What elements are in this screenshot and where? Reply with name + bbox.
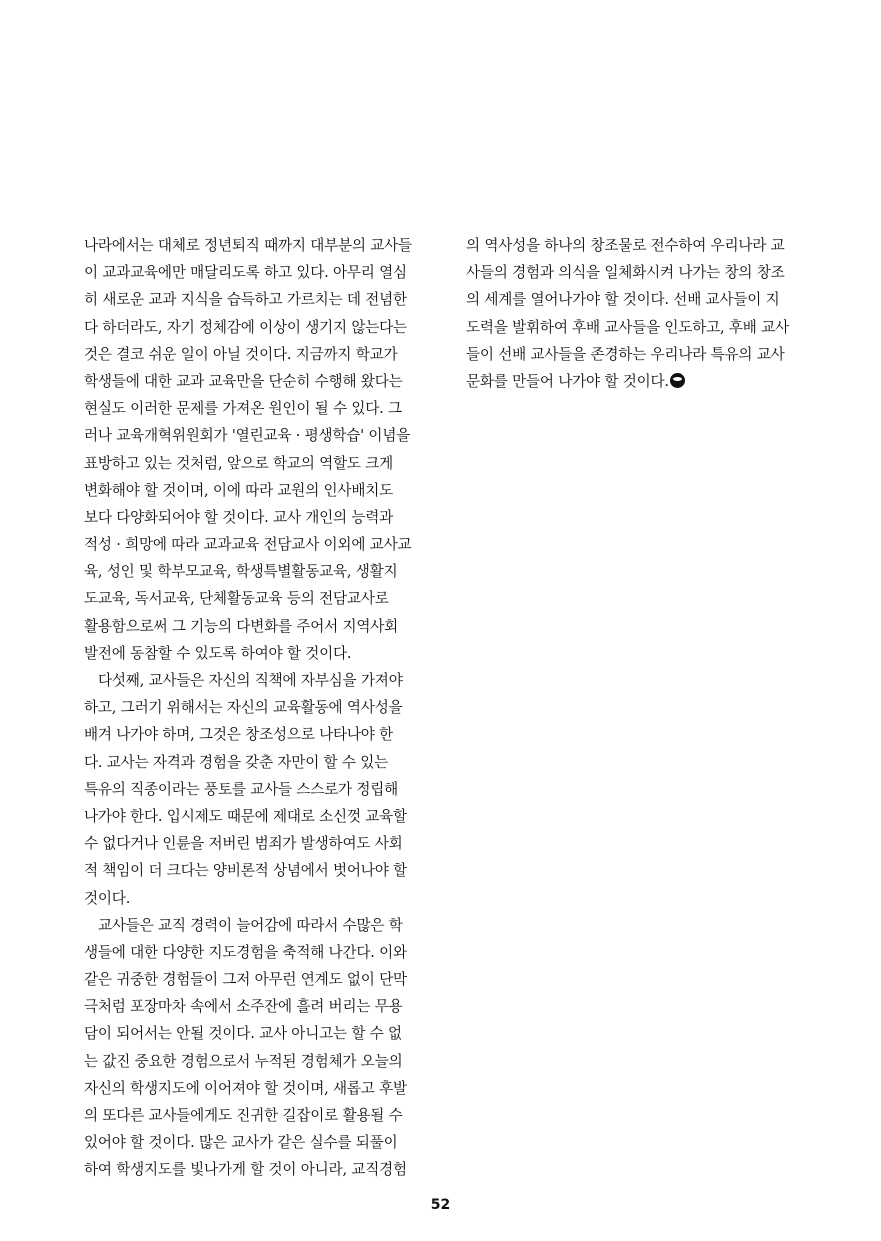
text-line: 적성 · 희망에 따라 교과교육 전담교사 이외에 교사교 <box>84 536 412 554</box>
text-line: 도교육, 독서교육, 단체활동교육 등의 전담교사로 <box>84 590 389 608</box>
text-line: 것은 결코 쉬운 일이 아닐 것이다. 지금까지 학교가 <box>84 345 398 363</box>
text-line: 하고, 그러기 위해서는 자신의 교육활동에 역사성을 <box>84 699 403 717</box>
text-line: 의 세계를 열어나가야 할 것이다. 선배 교사들이 지 <box>466 291 780 309</box>
text-line: 나라에서는 대체로 정년퇴직 때까지 대부분의 교사들 <box>84 237 412 254</box>
text-line: 수 없다거나 인륜을 저버린 범죄가 발생하여도 사회 <box>84 835 403 853</box>
text-line: 사들의 경험과 의식을 일체화시켜 나가는 창의 창조 <box>466 264 785 282</box>
text-line: 것이다. <box>84 889 131 907</box>
paragraph-first-line: 교사들은 교직 경력이 늘어감에 따라서 수많은 학 <box>98 916 403 934</box>
text-line: 다. 교사는 자격과 경험을 갖춘 자만이 할 수 있는 <box>84 753 389 771</box>
text-line: 하여 학생지도를 빛나가게 할 것이 아니라, 교직경험 <box>84 1161 407 1179</box>
paragraph-first-line: 다섯째, 교사들은 자신의 직책에 자부심을 가져야 <box>98 672 403 689</box>
text-line: 의 역사성을 하나의 창조물로 전수하여 우리나라 교 <box>466 237 785 254</box>
left-text-column <box>84 232 444 1184</box>
text-line: 있어야 할 것이다. 많은 교사가 같은 실수를 되풀이 <box>84 1134 398 1152</box>
text-line: 같은 귀중한 경험들이 그저 아무런 연계도 없이 단막 <box>84 971 407 989</box>
text-line: 활용함으로써 그 기능의 다변화를 주어서 지역사회 <box>84 617 399 635</box>
last-line-text: 문화를 만들어 나가야 할 것이다. <box>466 372 669 390</box>
text-line: 이 교과교육에만 매달리도록 하고 있다. 아무리 열심 <box>84 264 407 282</box>
text-line: 극처럼 포장마차 속에서 소주잔에 흘려 버리는 무용 <box>84 998 403 1016</box>
last-text-line <box>466 368 818 395</box>
text-line: 들이 선배 교사들을 존경하는 우리나라 특유의 교사 <box>466 345 785 363</box>
text-line: 표방하고 있는 것처럼, 앞으로 학교의 역할도 크게 <box>84 454 394 472</box>
text-line: 담이 되어서는 안될 것이다. 교사 아니고는 할 수 없 <box>84 1025 402 1043</box>
text-line: 학생들에 대한 교과 교육만을 단순히 수행해 왔다는 <box>84 372 403 390</box>
end-of-article-icon <box>670 373 685 388</box>
text-line: 발전에 동참할 수 있도록 하여야 할 것이다. <box>84 644 352 662</box>
text-line: 다 하더라도, 자기 정체감에 이상이 생기지 않는다는 <box>84 318 407 336</box>
text-line: 현실도 이러한 문제를 가져온 원인이 될 수 있다. 그 <box>84 400 402 418</box>
text-line: 보다 다양화되어야 할 것이다. 교사 개인의 능력과 <box>84 508 394 526</box>
text-line: 의 또다른 교사들에게도 진귀한 길잡이로 활용될 수 <box>84 1107 403 1124</box>
text-line: 생들에 대한 다양한 지도경험을 축적해 나간다. 이와 <box>84 943 407 961</box>
text-line: 는 값진 중요한 경험으로서 누적된 경험체가 오늘의 <box>84 1052 403 1070</box>
text-line: 배겨 나가야 하며, 그것은 창조성으로 나타나야 한 <box>84 726 394 744</box>
text-line: 러나 교육개혁위원회가 '열린교육 · 평생학습' 이념을 <box>84 427 411 445</box>
text-line: 변화해야 할 것이며, 이에 따라 교원의 인사배치도 <box>84 481 394 499</box>
text-line: 적 책임이 더 크다는 양비론적 상념에서 벗어나야 할 <box>84 862 407 880</box>
text-line: 육, 성인 및 학부모교육, 학생특별활동교육, 생활지 <box>84 563 398 581</box>
page-number: 52 <box>430 1197 451 1213</box>
text-line: 나가야 한다. 입시제도 때문에 제대로 소신껏 교육할 <box>84 807 407 825</box>
text-line: 자신의 학생지도에 이어져야 할 것이며, 새롭고 후발 <box>84 1079 407 1097</box>
text-line: 특유의 직종이라는 풍토를 교사들 스스로가 정립해 <box>84 780 399 798</box>
text-line: 히 새로운 교과 지식을 습득하고 가르치는 데 전념한 <box>84 291 407 309</box>
right-text-column <box>466 232 818 395</box>
text-line: 도력을 발휘하여 후배 교사들을 인도하고, 후배 교사 <box>466 318 789 336</box>
